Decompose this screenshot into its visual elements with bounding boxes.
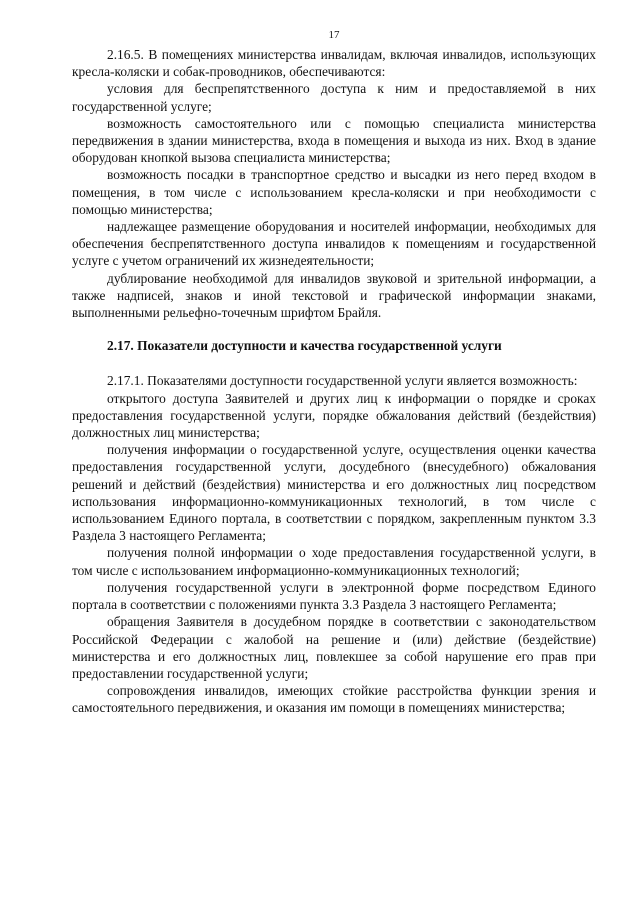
paragraph: получения государственной услуги в электронной форме посредством Единого портала в соответствии с положениями пункта 3.3 Раздела 3 настоящего Регламента; (72, 579, 596, 613)
document-page (72, 28, 596, 717)
page-number: 17 (328, 29, 340, 41)
paragraph: надлежащее размещение оборудования и носителей информации, необходимых для обеспечения беспрепятственного доступа инвалидов к помещениям и государственной услуге с учетом ограничений их жизнедеятельности; (72, 219, 596, 269)
paragraph: получения информации о государственной услуге, осуществления оценки качества предоставления государственной услуги, досудебного (внесудебного) обжалования решений и действий (бездействия) министерства и его должностных лиц посредством использования информационно-коммуникационных технологий, в том числе с использованием Единого портала, в соответствии с порядком, закрепленным пунктом 3.3 Раздела 3 настоящего Регламента; (72, 442, 596, 544)
section-heading: 2.17. Показатели доступности и качества государственной услуги (107, 338, 502, 354)
paragraph: 2.16.5. В помещениях министерства инвалидам, включая инвалидов, использующих кресла-коляски и собак-проводников, обеспечиваются: (72, 47, 596, 80)
section-2-16-5 (72, 46, 596, 321)
section-2-17-1 (72, 372, 596, 716)
paragraph: дублирование необходимой для инвалидов звуковой и зрительной информации, а также надписей, знаков и иной текстовой и графической информации знаками, выполненными рельефно-точечным шрифтом Брайля. (72, 270, 596, 321)
spacer (72, 321, 596, 337)
paragraph: сопровождения инвалидов, имеющих стойкие расстройства функции зрения и самостоятельного передвижения, и оказания им помощи в помещениях министерства; (72, 683, 596, 716)
paragraph: возможность посадки в транспортное средство и высадки из него перед входом в помещения, в том числе с использованием кресла-коляски и при необходимости с помощью министерства; (72, 167, 596, 217)
spacer (72, 354, 596, 372)
paragraph: 2.17.1. Показателями доступности государственной услуги является возможность: (107, 373, 578, 389)
paragraph: возможность самостоятельного или с помощью специалиста министерства передвижения в здании министерства, входа в помещения и выхода из них. Вход в здание оборудован кнопкой вызова специалиста министерства; (72, 115, 596, 166)
paragraph: получения полной информации о ходе предоставления государственной услуги, в том числе с использованием информационно-коммуникационных технологий; (72, 545, 596, 578)
paragraph: открытого доступа Заявителей и других лиц к информации о порядке и сроках предоставления государственной услуги, порядке обжалования действий (бездействия) должностных лиц министерства; (72, 390, 596, 441)
paragraph: условия для беспрепятственного доступа к ним и предоставляемой в них государственной услуге; (72, 81, 596, 114)
paragraph: обращения Заявителя в досудебном порядке в соответствии с законодательством Российской Федерации с жалобой на решение и (или) действие (бездействие) министерства и его должностных лиц, повлекшее за собой нарушение его прав при предоставлении государственной услуги; (72, 614, 596, 681)
